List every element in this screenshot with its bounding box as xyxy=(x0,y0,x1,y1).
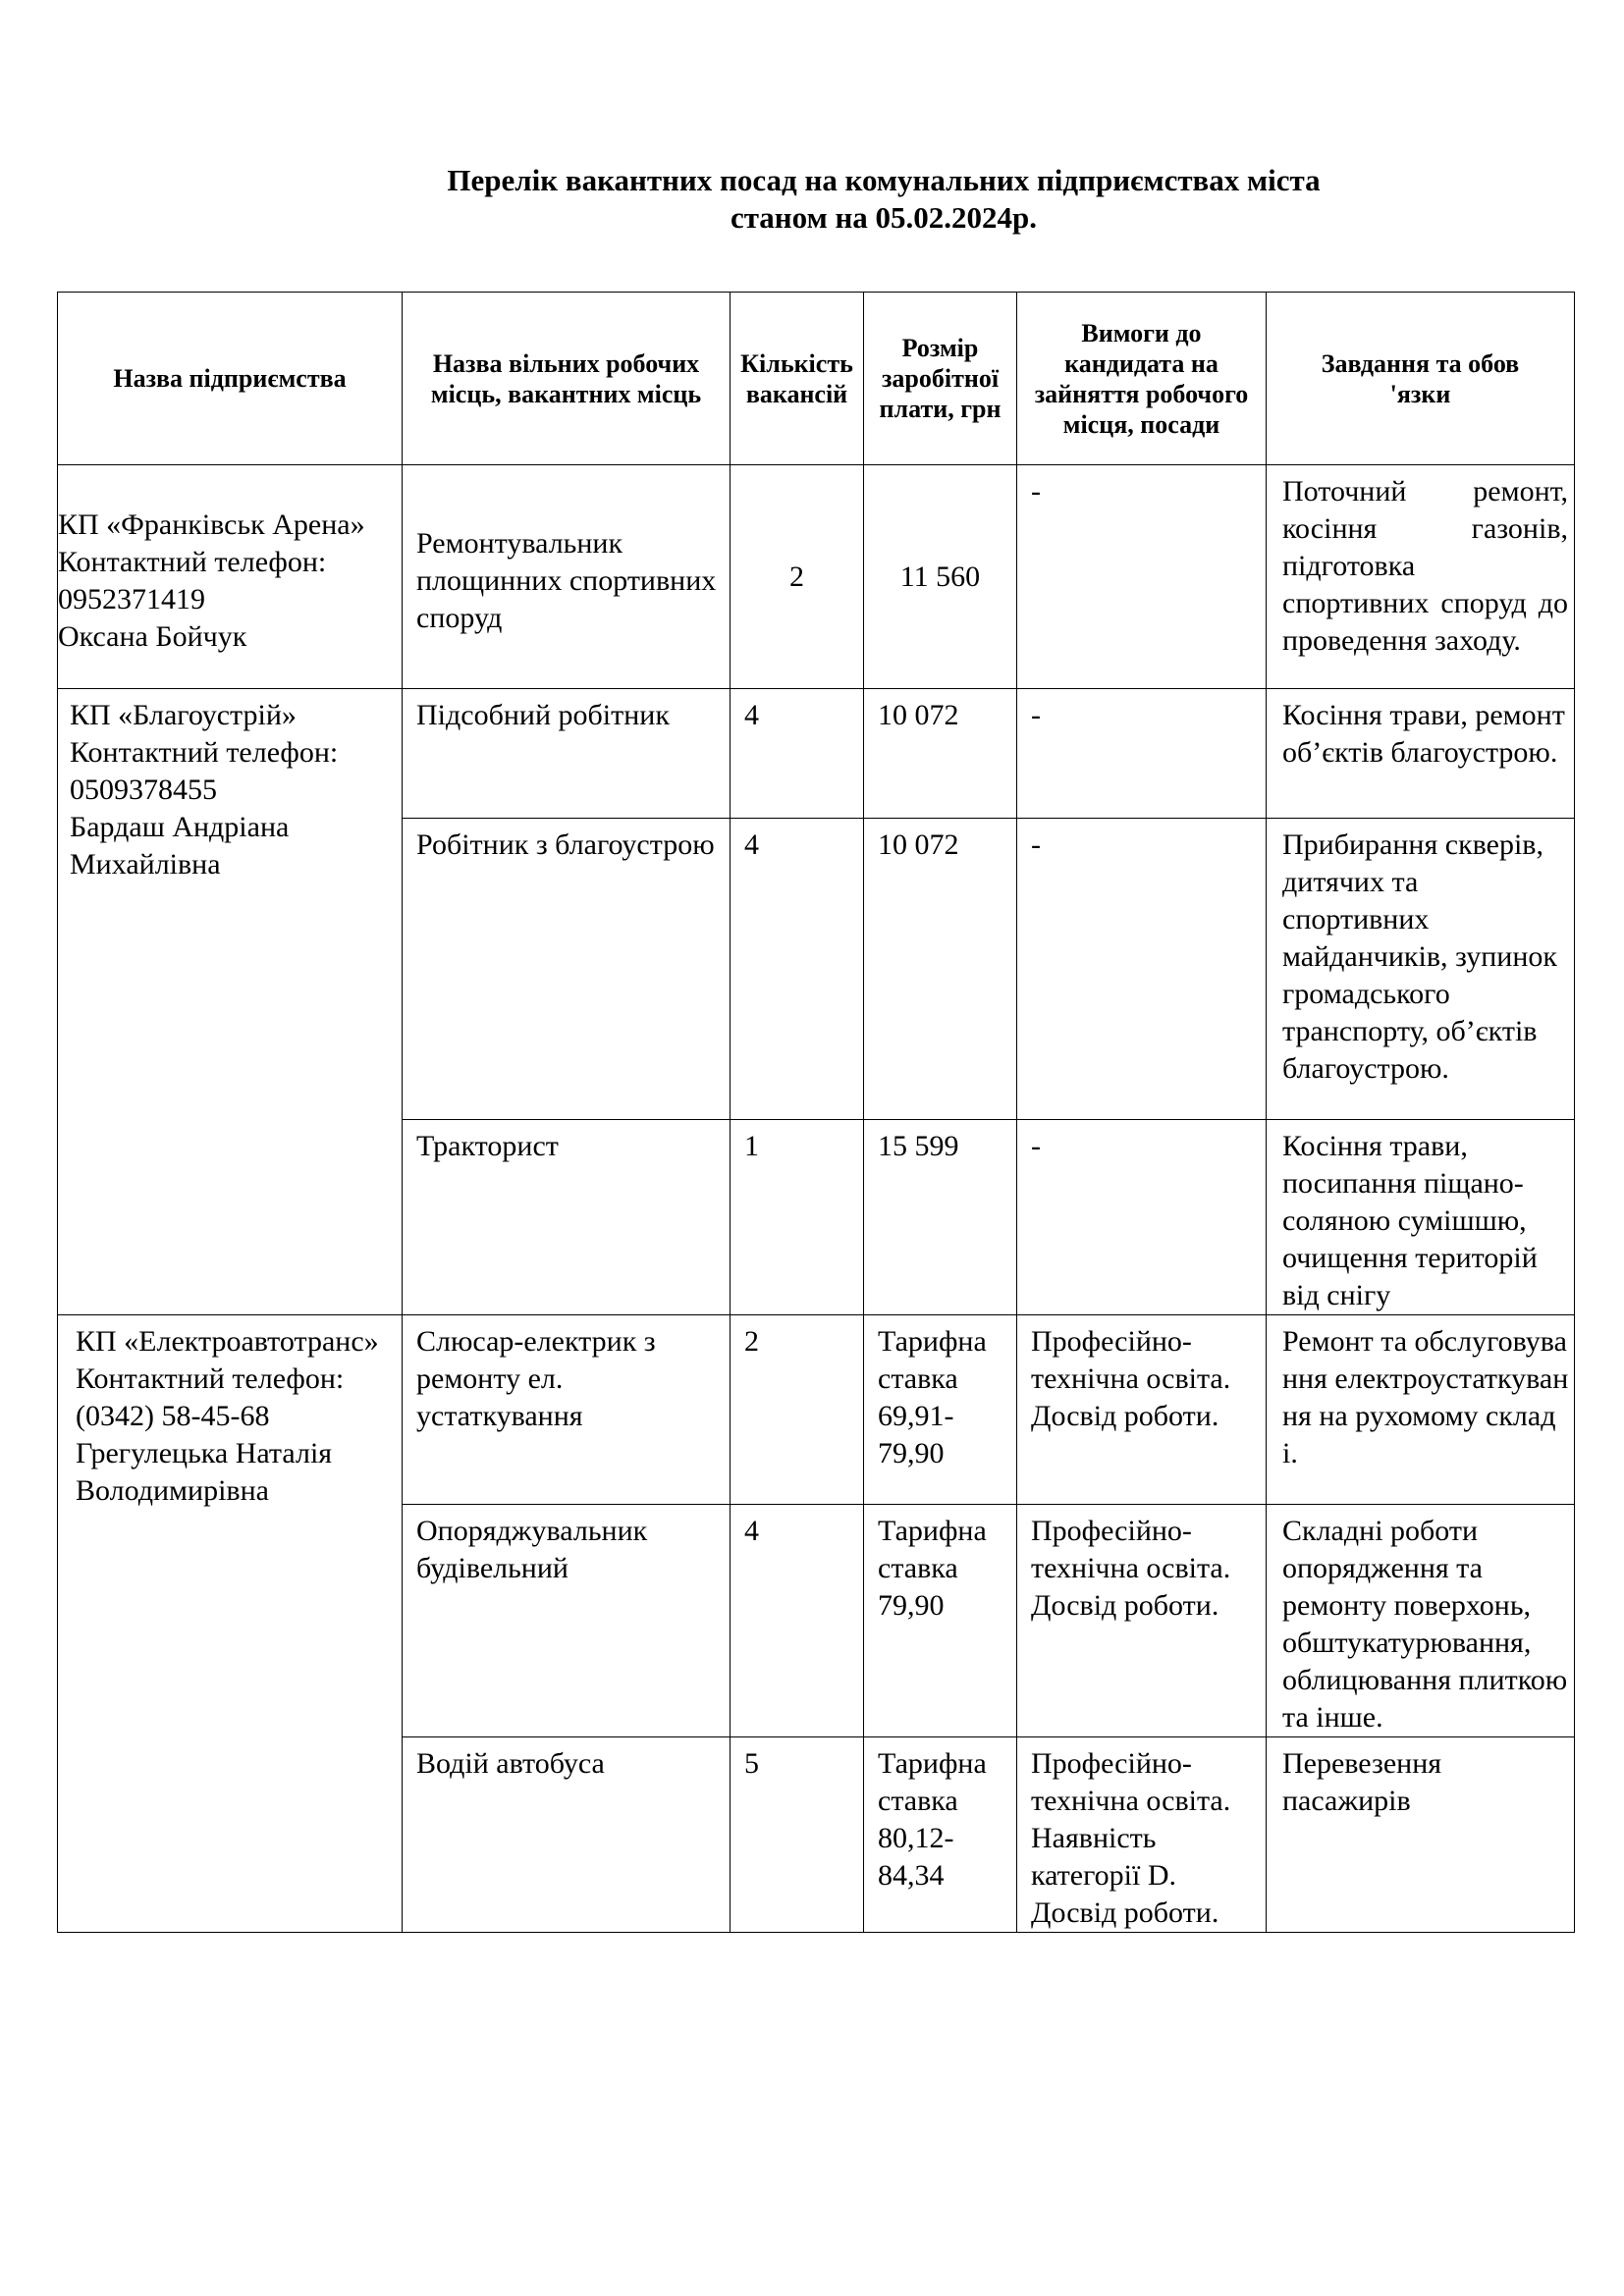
salary-cell xyxy=(864,465,1017,689)
company-phone-label: Контактний телефон: xyxy=(76,1362,345,1395)
company-name: КП «Франківськ Арена» xyxy=(58,507,365,541)
position-name: Водій автобуса xyxy=(416,1747,605,1780)
requirements-cell xyxy=(1017,465,1267,689)
company-contact: Грегулецька Наталія Володимирівна xyxy=(76,1437,333,1507)
company-contact: Бардаш Андріана Михайлівна xyxy=(70,811,290,881)
position-name: Ремонтувальник площинних спортивних споруд xyxy=(416,526,717,634)
vacancy-count: 5 xyxy=(744,1747,759,1780)
position-cell xyxy=(403,819,731,1120)
salary-value: Тарифна ставка 79,90 xyxy=(878,1515,987,1622)
salary-cell xyxy=(864,689,1017,819)
vacancy-count: 4 xyxy=(744,1515,759,1547)
company-phone: 0952371419 xyxy=(58,582,205,615)
company-cell xyxy=(58,689,403,1315)
company-cell xyxy=(58,1315,403,1933)
company-phone: (0342) 58-45-68 xyxy=(76,1400,270,1432)
table-row xyxy=(58,465,1575,689)
requirements-cell xyxy=(1017,1315,1267,1505)
header-position: Назва вільних робочих місць, вакантних місць xyxy=(403,293,731,465)
salary-value: 10 072 xyxy=(878,699,959,731)
position-name: Слюсар-електрик з ремонту ел. устаткування xyxy=(416,1325,656,1432)
vacancy-count: 4 xyxy=(744,699,759,731)
position-name: Підсобний робітник xyxy=(416,699,670,731)
duties-text: Ремонт та обслуговування електроустаткування на рухомому складі. xyxy=(1282,1325,1569,1469)
company-cell xyxy=(58,465,403,689)
duties-cell xyxy=(1267,1120,1575,1315)
salary-value: Тарифна ставка 80,12-84,34 xyxy=(878,1747,987,1892)
requirements-text: Професійно-технічна освіта. Досвід роботи. xyxy=(1031,1325,1231,1432)
requirements-text: Професійно-технічна освіта. Наявність категорії D. Досвід роботи. xyxy=(1031,1747,1231,1929)
salary-cell xyxy=(864,1505,1017,1737)
requirements-cell xyxy=(1017,1505,1267,1737)
requirements-cell xyxy=(1017,819,1267,1120)
position-cell xyxy=(403,1120,731,1315)
salary-value: 11 560 xyxy=(899,560,981,593)
duties-text: Складні роботи опорядження та ремонту поверхонь, обштукатурювання, облицювання плиткою та інше. xyxy=(1282,1515,1568,1734)
salary-cell xyxy=(864,1120,1017,1315)
header-count: Кількість вакансій xyxy=(731,293,864,465)
requirements-cell xyxy=(1017,1120,1267,1315)
duties-text: Косіння трави, ремонт об’єктів благоустрою. xyxy=(1282,699,1565,769)
title-line-1: Перелік вакантних посад на комунальних підприємствах міста xyxy=(447,163,1321,197)
position-cell xyxy=(403,689,731,819)
header-company: Назва підприємства xyxy=(58,293,403,465)
vacancy-count: 2 xyxy=(789,560,804,593)
header-requirements: Вимоги до кандидата на зайняття робочого місця, посади xyxy=(1017,293,1267,465)
duties-cell xyxy=(1267,819,1575,1120)
title-line-2: станом на 05.02.2024р. xyxy=(730,200,1038,235)
company-phone-label: Контактний телефон: xyxy=(58,545,327,578)
salary-cell xyxy=(864,819,1017,1120)
duties-cell xyxy=(1267,1315,1575,1505)
duties-text: Прибирання скверів, дитячих та спортивних майданчиків, зупинок громадського транспорту, об’єктів благоустрою. xyxy=(1282,828,1557,1085)
company-name: КП «Благоустрій» xyxy=(70,699,297,731)
duties-text: Перевезення пасажирів xyxy=(1282,1747,1442,1817)
company-phone-label: Контактний телефон: xyxy=(70,736,339,769)
requirements-cell xyxy=(1017,1737,1267,1933)
requirements-cell xyxy=(1017,689,1267,819)
position-name: Опоряджувальник будівельний xyxy=(416,1515,648,1584)
duties-cell xyxy=(1267,1505,1575,1737)
count-cell xyxy=(731,689,864,819)
vacancy-count: 2 xyxy=(744,1325,759,1358)
position-cell xyxy=(403,1505,731,1737)
requirements-text: Професійно-технічна освіта. Досвід роботи. xyxy=(1031,1515,1231,1622)
company-name: КП «Електроавтотранс» xyxy=(76,1325,379,1358)
requirements-text: - xyxy=(1031,699,1041,731)
salary-value: 15 599 xyxy=(878,1130,959,1162)
company-phone: 0509378455 xyxy=(70,774,217,806)
duties-text: Косіння трави, посипання піщано-соляною сумішшю, очищення територій від снігу xyxy=(1282,1130,1538,1311)
salary-value: Тарифна ставка 69,91-79,90 xyxy=(878,1325,987,1469)
document-title xyxy=(245,162,1522,237)
duties-cell xyxy=(1267,689,1575,819)
count-cell xyxy=(731,1737,864,1933)
count-cell xyxy=(731,1120,864,1315)
vacancies-table xyxy=(57,292,1575,1933)
header-salary: Розмір заробітної плати, грн xyxy=(864,293,1017,465)
table-row xyxy=(58,689,1575,819)
duties-text: Поточний ремонт, косіння газонів, підготовка спортивних споруд до проведення заходу. xyxy=(1282,475,1568,657)
header-row xyxy=(58,293,1575,465)
position-cell xyxy=(403,1315,731,1505)
count-cell xyxy=(731,1315,864,1505)
vacancy-count: 1 xyxy=(744,1130,759,1162)
duties-cell xyxy=(1267,1737,1575,1933)
requirements-text: - xyxy=(1031,1130,1041,1162)
duties-cell xyxy=(1267,465,1575,689)
salary-value: 10 072 xyxy=(878,828,959,861)
position-cell xyxy=(403,465,731,689)
company-contact: Оксана Бойчук xyxy=(58,619,247,653)
requirements-text: - xyxy=(1031,475,1041,507)
header-duties: Завдання та обов 'язки xyxy=(1267,293,1575,465)
count-cell xyxy=(731,1505,864,1737)
salary-cell xyxy=(864,1737,1017,1933)
position-cell xyxy=(403,1737,731,1933)
table-row xyxy=(58,1315,1575,1505)
count-cell xyxy=(731,465,864,689)
salary-cell xyxy=(864,1315,1017,1505)
vacancy-count: 4 xyxy=(744,828,759,861)
position-name: Робітник з благоустрою xyxy=(416,828,715,861)
count-cell xyxy=(731,819,864,1120)
requirements-text: - xyxy=(1031,828,1041,861)
position-name: Тракторист xyxy=(416,1130,559,1162)
